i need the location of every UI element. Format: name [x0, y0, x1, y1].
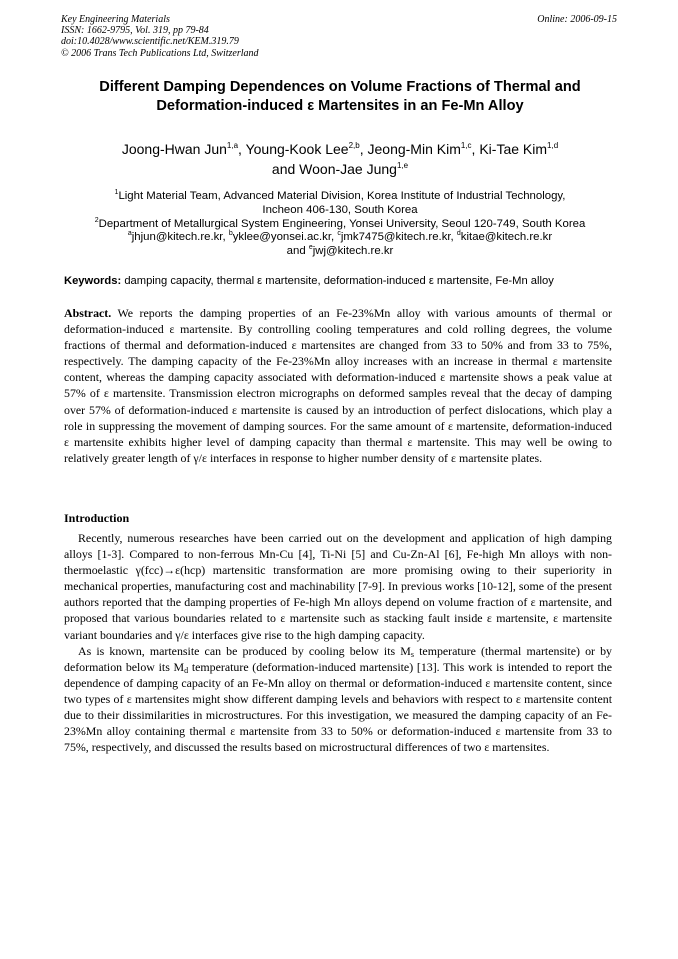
author-affil-mark: 1,d: [547, 141, 559, 150]
author-name: Ki-Tae Kim: [479, 141, 548, 157]
email-address: yklee@yonsei.ac.kr,: [232, 231, 335, 244]
affiliation-1-line-1: [62, 190, 618, 204]
paper-title: [64, 78, 616, 115]
affil-mark: 1: [114, 189, 119, 196]
affiliation-1-line-2: Incheon 406-130, South Korea: [262, 203, 418, 216]
affiliation-text: Department of Metallurgical System Engineering, Yonsei University, Seoul 120-749, South Korea: [98, 217, 586, 230]
author-name: Joong-Hwan Jun: [121, 141, 227, 157]
author-line-2: [64, 159, 616, 179]
journal-name: Key Engineering Materials: [61, 14, 170, 25]
online-date: Online: 2006-09-15: [537, 14, 617, 25]
email-address: jmk7475@kitech.re.kr,: [340, 231, 454, 244]
introduction-heading: Introduction: [64, 511, 130, 525]
doi-line: doi:10.4028/www.scientific.net/KEM.319.79: [61, 36, 239, 48]
issn-line: ISSN: 1662-9795, Vol. 319, pp 79-84: [61, 25, 209, 37]
email-address: jhjun@kitech.re.kr,: [131, 231, 226, 244]
email-and: and: [286, 245, 306, 258]
subscript: d: [184, 665, 189, 675]
intro-paragraph-1: Recently, numerous researches have been carried out on the development and application of high damping alloys [1-3]. Compared to non-ferrous Mn-Cu [4], Ti-Ni [5] and Cu-Zn-Al [6], Fe-high Mn alloys with non-thermoelastic γ(fcc)→ε(hcp) martensitic transformation are more promising owing to their superiority in mechanical properties, manufacturing cost and machinability [7-9]. In previous works [10-12], some of the present authors reported that the damping properties of Fe-high Mn alloys depend on volume fraction of ε martensite, and proposed that various boundaries related to ε martensite such as stacking fault inside ε martensite, ε martensite variant boundaries and γ/ε interfaces give rise to the high damping capacity.: [64, 531, 612, 642]
abstract-text: We reports the damping properties of an Fe-23%Mn alloy with various amounts of thermal or deformation-induced ε martensite. By controlling cooling temperatures and cold rolling degrees, the volume fractions of thermal and deformation-induced ε martensites are changed from 33 to 50% and from 33 to 75%, respectively. The damping capacity of the Fe-23%Mn alloy increases with an increase in thermal ε martensite content, whereas the damping capacity associated with deformation-induced ε martensite shows a peak value at 57% of ε martensite. Transmission electron micrographs on deformed samples reveal that the decay of damping over 57% of deformation-induced ε martensite is caused by an introduction of perfect dislocations, which play a role in suppressing the movement of damping sources. For the same amount of ε martensite, deformation-induced ε martensite exhibits higher level of damping capacity than thermal ε martensite. This may well be owing to relatively greater length of γ/ε interfaces in response to higher number density of ε martensite plates.: [64, 306, 612, 465]
keywords-label: Keywords:: [64, 275, 122, 287]
email-line-2: [62, 245, 618, 259]
copyright-line: © 2006 Trans Tech Publications Ltd, Switzerland: [61, 47, 259, 59]
title-line-1: Different Damping Dependences on Volume Fractions of Thermal and: [99, 79, 581, 95]
author-name: Jeong-Min Kim: [367, 141, 461, 157]
author-affil-mark: 1,c: [460, 141, 472, 150]
author-list: [64, 139, 616, 179]
author-name: Woon-Jae Jung: [299, 161, 397, 177]
abstract: [64, 305, 612, 466]
author-name: Young-Kook Lee: [245, 141, 349, 157]
abstract-label: Abstract.: [64, 306, 112, 320]
email-address: kitae@kitech.re.kr: [460, 231, 553, 244]
introduction-body: [64, 530, 612, 755]
email-mark: b: [228, 230, 233, 238]
author-affil-mark: 1,e: [396, 161, 409, 170]
email-address: jwj@kitech.re.kr: [312, 245, 394, 258]
email-line-1: [62, 231, 618, 245]
title-line-2: Deformation-induced ε Martensites in an Fe-Mn Alloy: [156, 97, 524, 114]
author-and: and: [271, 161, 296, 177]
author-line-1: Joong-Hwan Jun$^{1,a}$, Young-Kook Lee$^{2,b}$, Jeong-Min Kim$^{1,c}$, Ki-Tae Kim$^{1,d}$: [121, 141, 559, 157]
paragraph-text: temperature (deformation-induced martensite) [13]. This work is intended to report the dependence of damping capacity of an Fe-Mn alloy on thermal or deformation-induced ε martensite content, since two types of ε martensites might show different damping levels and behaviors with respect to ε martensite content due to their dissimilarities in microstructures. For this investigation, we measured the damping capacity of an Fe-23%Mn alloy containing thermal ε martensite from 33 to 50% or deformation-induced ε martensite from 33 to 75%, respectively, and discussed the results based on microstructural differences of two ε martensites.: [64, 659, 612, 755]
email-mark: e: [308, 244, 313, 252]
email-mark: d: [456, 230, 461, 238]
affiliation-2: [62, 218, 618, 232]
author-affil-mark: 2,b: [348, 141, 360, 150]
keywords-text: damping capacity, thermal ε martensite, deformation-induced ε martensite, Fe-Mn alloy: [124, 275, 554, 287]
affiliations: [62, 190, 618, 259]
author-affil-mark: 1,a: [226, 141, 239, 150]
intro-paragraph-2: [64, 643, 612, 756]
subscript: s: [410, 649, 414, 659]
email-mark: a: [127, 230, 132, 238]
paragraph-text: temperature (thermal martensite) or by deformation below its M: [64, 643, 612, 674]
affil-mark: 2: [94, 216, 99, 224]
email-mark: c: [337, 230, 341, 238]
affiliation-text: Light Material Team, Advanced Material Division, Korea Institute of Industrial Technology,: [118, 190, 566, 202]
keywords: [64, 274, 620, 288]
paragraph-text: As is known, martensite can be produced by cooling below its M: [78, 643, 411, 658]
journal-header: [61, 14, 617, 59]
